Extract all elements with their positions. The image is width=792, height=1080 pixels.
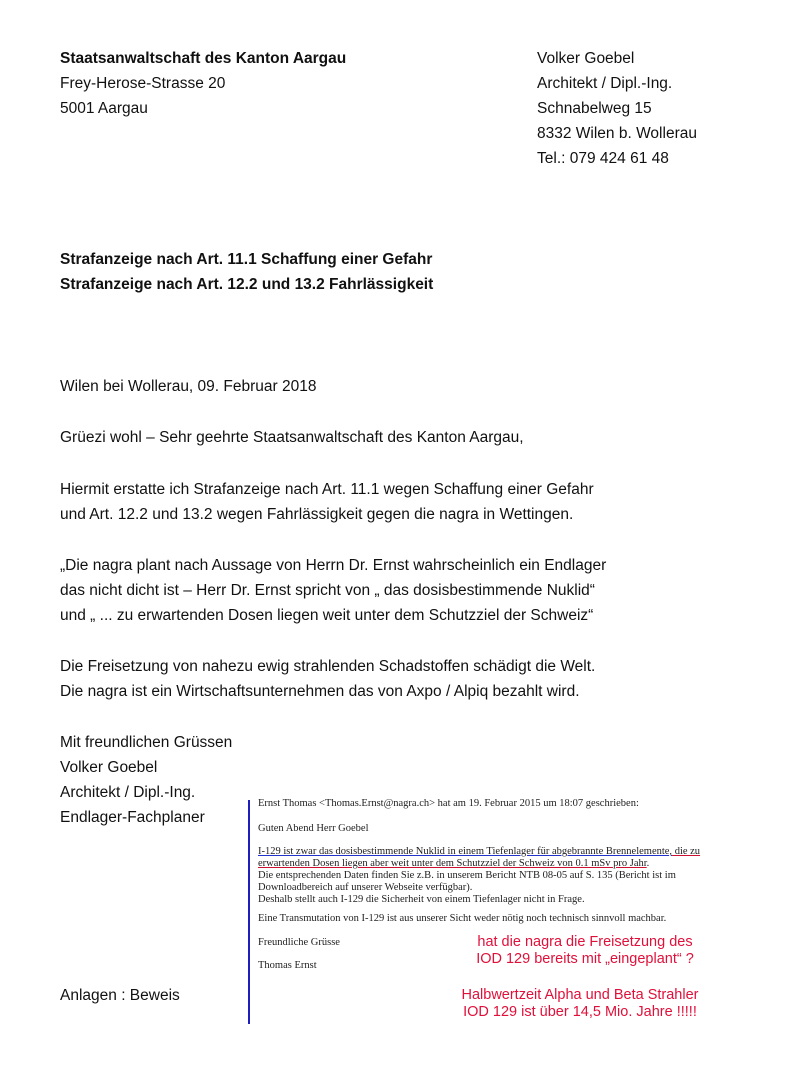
email-closing: Freundliche Grüsse	[258, 937, 340, 948]
author-city: 8332 Wilen b. Wollerau	[537, 125, 697, 142]
recipient-city: 5001 Aargau	[60, 100, 148, 117]
subject-line-2: Strafanzeige nach Art. 12.2 und 13.2 Fahrlässigkeit	[60, 276, 434, 293]
paragraph-1-line-1: Hiermit erstatte ich Strafanzeige nach Art. 11.1 wegen Schaffung einer Gefahr	[60, 481, 594, 498]
email-body-line-2-highlight: erwartenden Dosen liegen aber weit unter dem Schutzziel der Schweiz von 0.1 mSv pro Jahr	[258, 858, 647, 869]
attachments-label: Anlagen : Beweis	[60, 987, 180, 1004]
author-title: Architekt / Dipl.-Ing.	[537, 75, 673, 92]
email-body-line-3: Die entsprechenden Daten finden Sie z.B. in unserem Bericht NTB 08-05 auf S. 135 (Bericht ist im	[258, 870, 676, 881]
email-header: Ernst Thomas <Thomas.Ernst@nagra.ch> hat am 19. Februar 2015 um 18:07 geschrieben:	[258, 798, 639, 809]
email-body-line-1-highlight: die zu	[672, 846, 701, 857]
annotation-1-line-2: IOD 129 bereits mit „eingeplant“ ?	[476, 951, 694, 967]
subject-line-1: Strafanzeige nach Art. 11.1 Schaffung einer Gefahr	[60, 251, 433, 268]
date-line: Wilen bei Wollerau, 09. Februar 2018	[60, 378, 317, 395]
greeting: Grüezi wohl – Sehr geehrte Staatsanwaltschaft des Kanton Aargau,	[60, 429, 524, 446]
recipient-street: Frey-Herose-Strasse 20	[60, 75, 226, 92]
email-body-line-6: Eine Transmutation von I-129 ist aus unserer Sicht weder nötig noch technisch sinnvoll machbar.	[258, 913, 667, 924]
paragraph-2-line-1: „Die nagra plant nach Aussage von Herrn Dr. Ernst wahrscheinlich ein Endlager	[60, 557, 607, 574]
author-name: Volker Goebel	[537, 50, 635, 67]
email-body-line-1-main: I-129 ist zwar das dosisbestimmende Nuklid in einem Tiefenlager für abgebrannte Brennelemente,	[258, 846, 673, 857]
excerpt-margin-bar	[248, 800, 250, 1024]
annotation-2-line-2: IOD 129 ist über 14,5 Mio. Jahre !!!!!	[463, 1004, 697, 1020]
recipient-name: Staatsanwaltschaft des Kanton Aargau	[60, 50, 347, 67]
paragraph-2-line-3: und „ ... zu erwartenden Dosen liegen weit unter dem Schutzziel der Schweiz“	[60, 607, 594, 624]
closing-role: Endlager-Fachplaner	[60, 809, 205, 826]
closing-title: Architekt / Dipl.-Ing.	[60, 784, 196, 801]
email-salutation: Guten Abend Herr Goebel	[258, 823, 369, 834]
email-body-line-4: Downloadbereich auf unserer Webseite verfügbar).	[258, 882, 473, 893]
paragraph-1-line-2: und Art. 12.2 und 13.2 wegen Fahrlässigkeit gegen die nagra in Wettingen.	[60, 506, 574, 523]
closing-salutation: Mit freundlichen Grüssen	[60, 734, 233, 751]
author-street: Schnabelweg 15	[537, 100, 652, 117]
annotation-2-line-1: Halbwertzeit Alpha und Beta Strahler	[461, 987, 699, 1003]
paragraph-2-line-2: das nicht dicht ist – Herr Dr. Ernst spricht von „ das dosisbestimmende Nuklid“	[60, 582, 595, 599]
closing-name: Volker Goebel	[60, 759, 158, 776]
author-phone: Tel.: 079 424 61 48	[537, 150, 669, 167]
email-signature: Thomas Ernst	[258, 960, 317, 971]
email-body-line-2-end: .	[646, 858, 650, 869]
email-body-line-5: Deshalb stellt auch I-129 die Sicherheit von einem Tiefenlager nicht in Frage.	[258, 894, 585, 905]
paragraph-3-line-2: Die nagra ist ein Wirtschaftsunternehmen das von Axpo / Alpiq bezahlt wird.	[60, 683, 580, 700]
paragraph-3-line-1: Die Freisetzung von nahezu ewig strahlenden Schadstoffen schädigt die Welt.	[60, 658, 596, 675]
annotation-1-line-1: hat die nagra die Freisetzung des	[477, 934, 693, 950]
